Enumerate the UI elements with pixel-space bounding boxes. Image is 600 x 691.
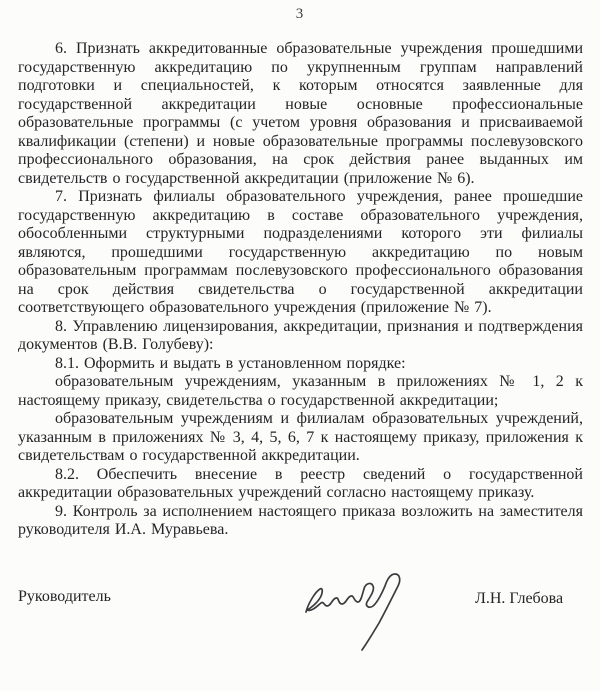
paragraph-8: 8. Управлению лицензирования, аккредитации, признания и подтверждения документов (В.В. Голубеву): [18, 317, 583, 353]
paragraph-6: 6. Признать аккредитованные образовательные учреждения прошедшими государственную аккредитацию по укрупненным группам направлений подготовки и специальностей, к которым относятся заявленные для государственной аккредитации новые основные профессиональные образовательные программы (с учетом уровня образования и присваиваемой квалификации (степени) и новые образовательные программы послевузовского профессионального образования, на срок действия ранее выданных им свидетельств о государственной аккредитации (приложение № 6). [18, 40, 583, 187]
paragraph-7: 7. Признать филиалы образовательного учреждения, ранее прошедшие государственную аккредитацию в составе образовательного учреждения, обособленными структурными подразделениями которого эти филиалы являются, прошедшими государственную аккредитацию по новым образовательным программам послевузовского профессионального образования на срок действия свидетельства о государственной аккредитации соответствующего образовательного учреждения (приложение № 7). [18, 188, 583, 316]
paragraph-8-1: 8.1. Оформить и выдать в установленном порядке: [55, 354, 406, 372]
handwritten-signature-icon [293, 562, 415, 654]
page-number: 3 [295, 6, 305, 22]
signature-block [18, 586, 583, 676]
paragraph-8-2: 8.2. Обеспечить внесение в реестр сведений о государственной аккредитации образовательных учреждений согласно настоящему приказу. [18, 465, 583, 501]
document-body [18, 40, 583, 540]
paragraph-8-1-item-certificates: образовательным учреждениям, указанным в приложениях № 1, 2 к настоящему приказу, свидетельства о государственной аккредитации; [18, 373, 583, 409]
signer-name: Л.Н. Глебова [475, 590, 564, 607]
paragraph-8-1-item-annexes: образовательным учреждениям и филиалам образовательных учреждений, указанным в приложениях № 3, 4, 5, 6, 7 к настоящему приказу, приложения к свидетельствам о государственной аккредитации. [18, 410, 583, 464]
paragraph-9: 9. Контроль за исполнением настоящего приказа возложить на заместителя руководителя И.А. Муравьева. [18, 502, 583, 538]
position-title: Руководитель [18, 588, 111, 605]
